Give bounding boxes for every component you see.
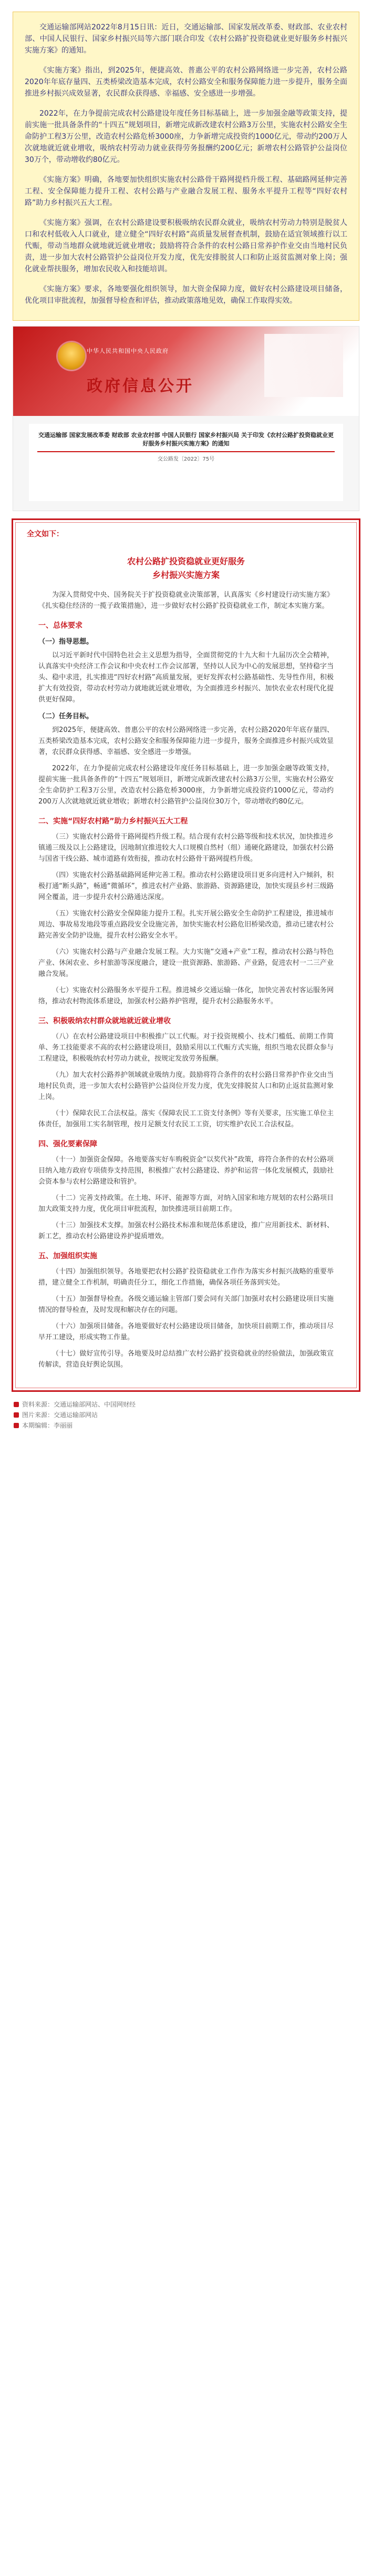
gov-notice-title: 交通运输部 国家发展改革委 财政部 农业农村部 中国人民银行 国家乡村振兴局 关于印发《农村公路扩投资稳就业更好服务乡村振兴实施方案》的通知: [38, 432, 334, 447]
gov-banner: [13, 327, 359, 416]
section-paragraph: （七）实施农村公路服务水平提升工程。推进城乡交通运输一体化，加快完善农村客运服务网络，推动农村物流体系建设，加强农村公路养护管理，提升农村公路服务水平。: [38, 986, 334, 1005]
section-heading: 二、实施“四好农村路”助力乡村振兴五大工程: [38, 817, 188, 826]
section-paragraph: （三）实施农村公路骨干路网提档升级工程。结合现有农村公路等级和技术状况，加快推进乡镇通三级及以上公路建设，因地制宜推进较大人口规模自然村（组）通硬化路建设，加强农村公路与国省干线公路、城市道路有效衔接，推动农村公路骨干路网提档升级。: [38, 833, 334, 863]
section-paragraph: （十六）加强项目储备。各地要做好农村公路建设项目储备，加快项目前期工作，推动项目尽早开工建设，形成实物工作量。: [38, 1322, 334, 1341]
section-heading: 四、强化要素保障: [38, 1140, 97, 1148]
subsection-title: （二）任务目标。: [38, 712, 94, 720]
gov-notice-body: [29, 424, 343, 501]
section-paragraph: 以习近平新时代中国特色社会主义思想为指导，全面贯彻党的十九大和十九届历次全会精神，认真落实中央经济工作会议和中央农村工作会议部署，坚持以人民为中心的发展思想，坚持稳字当头、稳中求进，扎实推进“四好农村路”高质量发展，更好发挥农村公路基础性、先导性作用，积极扩大有效投资，带动农村劳动力就地就近就业增收，为全面推进乡村振兴、加快农业农村现代化提供更好保障。: [38, 651, 334, 704]
full-text-frame: [12, 518, 360, 1392]
section-paragraph: （十三）加强技术支撑。加强农村公路技术标准和规范体系建设，推广应用新技术、新材料、新工艺，推动农村公路建设养护提质增效。: [38, 1221, 334, 1240]
document-title-line2: 乡村振兴实施方案: [152, 570, 220, 580]
section-paragraph: （六）实施农村公路与产业融合发展工程。大力实施“交通+产业”工程，推动农村公路与特色产业、休闲农业、乡村旅游等深度融合，建设一批资源路、旅游路、产业路，促进农村一二三产业融合发展。: [38, 948, 334, 978]
gov-notice-image: [13, 326, 359, 511]
section-heading: 五、加强组织实施: [38, 1252, 97, 1260]
section-paragraph: （十四）加强组织领导。各地要把农村公路扩投资稳就业工作作为落实乡村振兴战略的重要举措，建立健全工作机制，明确责任分工，细化工作措施，确保各项任务落到实处。: [38, 1268, 334, 1287]
full-text-label-suffix: 下：: [49, 530, 64, 538]
intro-paragraph: 《实施方案》强调，在农村公路建设要积极吸纳农民群众就业，吸纳农村劳动力特别是脱贫人口和农村低收入人口就业，建立健全“四好农村路”高质量发展督查机制，鼓励在适宜领域推行以工代赈，带动当地群众就地就近就业增收；鼓励将符合条件的农村公路日常养护作业交由当地村民负责，进一步加大农村公路管护公益岗位开发力度，优先安排脱贫人口和防止返贫监测对象上岗；强化就业帮扶服务，增加农民收入和技能培训。: [25, 219, 347, 273]
national-emblem-icon: [58, 342, 85, 370]
gov-site-name: 中华人民共和国中央人民政府: [87, 348, 169, 354]
gov-section-title: 政府信息公开: [87, 377, 194, 395]
red-divider: [37, 451, 335, 452]
footer-image-source-text: 图片来源：交通运输部网站: [22, 1411, 98, 1419]
section-paragraph: （十一）加强资金保障。各地要落实好车购税资金“以奖代补”政策，将符合条件的农村公路项目纳入地方政府专项债券支持范围，积极推广农村公路建设、养护和运营一体化发展模式，鼓励社会资本参与农村公路建设和管护。: [38, 1156, 334, 1186]
intro-summary-card: [13, 12, 359, 321]
bullet-icon: [14, 1412, 19, 1418]
document-title-line1: 农村公路扩投资稳就业更好服务: [127, 556, 245, 566]
bullet-icon: [14, 1423, 19, 1428]
section-paragraph: （五）实施农村公路安全保障能力提升工程。扎实开展公路安全生命防护工程建设，推进城市周边、事故易发地段等重点路段安全设施完善，加快实施农村公路危旧桥梁改造，推动已建农村公路完善安全防护设施，提升农村公路安全水平。: [38, 910, 334, 940]
section-paragraph: 2022年，在力争提前完成农村公路建设年度任务目标基础上，进一步加强金融等政策支持，提前实施一批具备条件的“十四五”规划项目，新增完成新改建农村公路3万公里，实施农村公路安全生命防护工程3万公里，改造农村公路危桥3000座，力争新增完成投资约1000亿元，带动约200万人次就地就近就业增收；新增农村公路管护公益岗位30万个，带动增收约80亿元。: [38, 765, 334, 806]
section-paragraph: 到2025年，便捷高效、普惠公平的农村公路网络进一步完善，农村公路2020年年底存量四、五类桥梁改造基本完成，农村公路安全和服务保障能力进一步提升，服务全面推进乡村振兴成效显著，农民群众获得感、幸福感、安全感进一步增强。: [38, 726, 334, 756]
intro-paragraph: 交通运输部网站2022年8月15日讯：近日，交通运输部、国家发展改革委、财政部、农业农村部、中国人民银行、国家乡村振兴局等六部门联合印发《农村公路扩投资稳就业更好服务乡村振兴实施方案》的通知。: [25, 23, 347, 55]
article-page: [0, 12, 372, 1431]
document-body: [27, 544, 345, 1381]
section-paragraph: （十五）加强督导检查。各级交通运输主管部门要会同有关部门加强对农村公路建设项目实施情况的督导检查，及时发现和解决存在的问题。: [38, 1295, 334, 1314]
footer-item: [14, 1420, 360, 1431]
intro-paragraph: 《实施方案》明确，各地要加快组织实施农村公路骨干路网提档升级工程、基础路网延伸完善工程、安全保障能力提升工程、农村公路与产业融合发展工程、服务水平提升工程等“四好农村路”助力乡村振兴五大工程。: [25, 176, 347, 207]
footer-source-text: 资料来源：交通运输部网站、中国网财经: [22, 1401, 136, 1408]
bullet-icon: [14, 1402, 19, 1407]
section-heading: 一、总体要求: [38, 622, 82, 630]
section-paragraph: （十二）完善支持政策。在土地、环评、能源等方面，对纳入国家和地方规划的农村公路项目加大政策支持力度，优化项目审批流程，加快推进项目前期工作。: [38, 1194, 334, 1213]
intro-paragraph: 《实施方案》要求，各地要强化组织领导，加大资金保障力度，做好农村公路建设项目储备，优化项目审批流程，加强督导检查和评估，推动政策落地见效，确保工作取得实效。: [25, 285, 347, 305]
document-title: [38, 555, 334, 582]
footer-item: [14, 1399, 360, 1410]
section-paragraph: （十）保障农民工合法权益。落实《保障农民工工资支付条例》等有关要求，压实施工单位主体责任，加强用工实名制管理，按月足额支付农民工工资，切实维护农民工合法权益。: [38, 1109, 334, 1128]
full-text-label-prefix: 全文如: [27, 530, 49, 538]
intro-paragraph: 《实施方案》指出，到2025年，便捷高效、普惠公平的农村公路网络进一步完善，农村公路2020年年底存量四、五类桥梁改造基本完成，农村公路安全和服务保障能力进一步提升，服务全面推进乡村振兴成效显著，农民群众获得感、幸福感、安全感进一步增强。: [25, 66, 347, 98]
gov-notice-number: 交公路发〔2022〕75号: [157, 456, 215, 462]
document-preface: 为深入贯彻党中央、国务院关于扩投资稳就业决策部署，认真落实《乡村建设行动实施方案》《扎实稳住经济的一揽子政策措施》，进一步做好农村公路扩投资稳就业工作，制定本实施方案。: [38, 591, 334, 610]
full-text-label: [27, 528, 354, 539]
footer-item: [14, 1410, 360, 1420]
subsection-title: （一）指导思想。: [38, 638, 94, 646]
section-heading: 三、积极吸纳农村群众就地就近就业增收: [38, 1017, 171, 1025]
section-paragraph: （十七）做好宣传引导。各地要及时总结推广农村公路扩投资稳就业的经验做法，加强政策宣传解读，营造良好舆论氛围。: [38, 1350, 334, 1369]
section-paragraph: （九）加大农村公路养护领域就业吸纳力度。鼓励将符合条件的农村公路日常养护作业交由当地村民负责，进一步加大农村公路管护公益岗位开发力度，优先安排脱贫人口和防止返贫监测对象上岗。: [38, 1071, 334, 1101]
intro-paragraph: 2022年，在力争提前完成农村公路建设年度任务目标基础上，进一步加强金融等政策支持，提前实施一批具备条件的“十四五”规划项目，新增完成新改建农村公路3万公里，实施农村公路安全生命防护工程3万公里，改造农村公路危桥3000座，力争新增完成投资约1000亿元，带动约200万人次就地就近就业增收，吸纳农村劳动力就业获得劳务报酬约200亿元；新增农村公路管护公益岗位30万个，带动增收约80亿元。: [25, 109, 347, 164]
flag-decoration: [264, 334, 343, 397]
section-paragraph: （四）实施农村公路基础路网延伸完善工程。推动农村公路建设项目更多向进村入户倾斜，积极打通“断头路”，畅通“微循环”，推进农村产业路、旅游路、资源路建设，加快实现县乡村三级路网全覆盖，进一步提升农村公路通达深度。: [38, 871, 334, 901]
section-paragraph: （八）在农村公路建设项目中积极推广以工代赈。对于投资规模小、技术门槛低、前期工作简单、务工技能要求不高的农村公路建设项目，鼓励采用以工代赈方式实施，组织当地农民群众参与工程建设，积极吸纳农村劳动力就业，按规定发放劳务报酬。: [38, 1033, 334, 1063]
article-footer: [12, 1399, 360, 1431]
footer-editor-text: 本期编辑：李丽丽: [22, 1422, 73, 1429]
